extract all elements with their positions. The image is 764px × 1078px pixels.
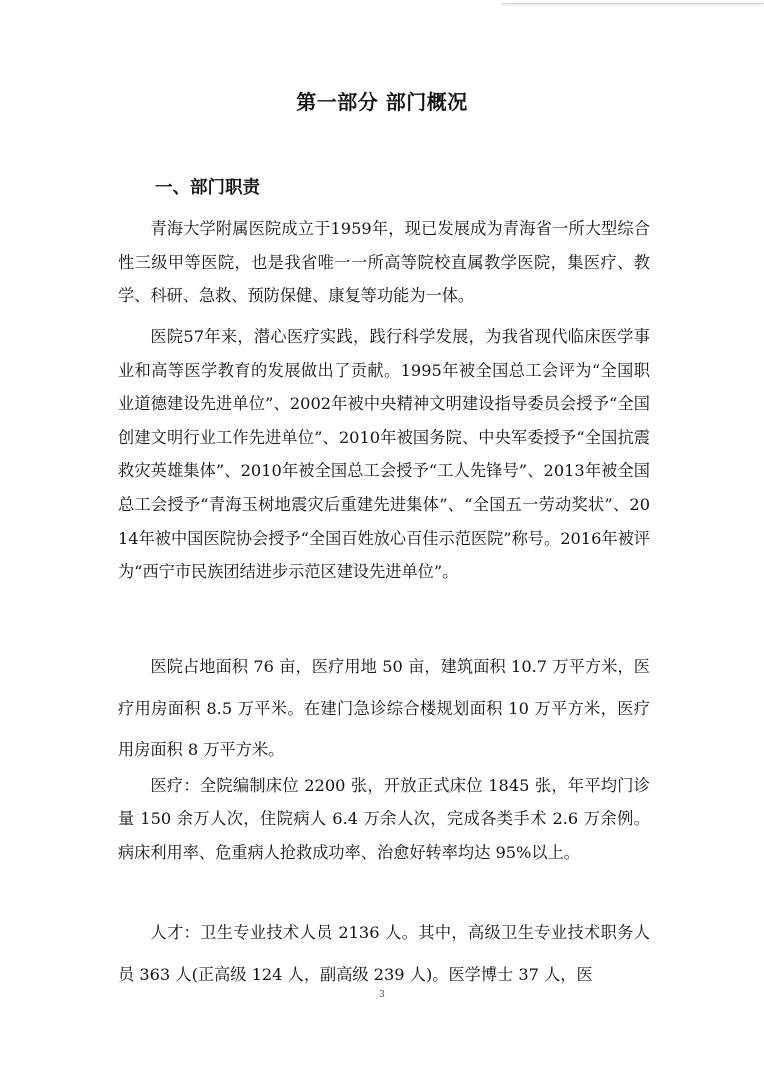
paragraph-hospital-honors: 医院57年来，潜心医疗实践，践行科学发展，为我省现代临床医学事业和高等医学教育的发展做出了贡献。1995年被全国总工会评为“全国职业道德建设先进单位”、2002年被中央精神文明建设指导委员会授予“全国创建文明行业工作先进单位”、2010年被国务院、中央军委授予“全国抗震救灾英雄集体”、2010年被全国总工会授予“工人先锋号”、2013年被全国总工会授予“青海玉树地震灾后重建先进集体”、“全国五一劳动奖状”、2014年被中国医院协会授予“全国百姓放心百佳示范医院”称号。2016年被评为“西宁市民族团结进步示范区建设先进单位”。 <box>118 327 650 582</box>
section-heading-department-duties: 一、部门职责 <box>155 178 260 198</box>
paragraph-hospital-intro: 青海大学附属医院成立于1959年，现已发展成为青海省一所大型综合性三级甲等医院，也是我省唯一一所高等院校直属教学医院，集医疗、教学、科研、急救、预防保健、康复等功能为一体。 <box>118 219 650 305</box>
paragraph-hospital-area: 医院占地面积 76 亩，医疗用地 50 亩，建筑面积 10.7 万平方米，医疗用房面积 8.5 万平米。在建门急诊综合楼规划面积 10 万平方米，医疗用房面积 8 万平方米。 <box>118 657 650 759</box>
page-edge-shadow <box>502 0 764 4</box>
page-number: 3 <box>379 990 385 1000</box>
paragraph-medical-stats: 医疗：全院编制床位 2200 张，开放正式床位 1845 张，年平均门诊量 150 余万人次，住院病人 6.4 万余人次，完成各类手术 2.6 万余例。病床利用率、危重病人抢救成功率、治愈好转率均达 95%以上。 <box>118 776 650 862</box>
page-title: 第一部分 部门概况 <box>296 90 468 114</box>
paragraph-staff-stats: 人才：卫生专业技术人员 2136 人。其中，高级卫生专业技术职务人员 363 人(正高级 124 人，副高级 239 人)。医学博士 37 人，医 <box>118 923 650 984</box>
